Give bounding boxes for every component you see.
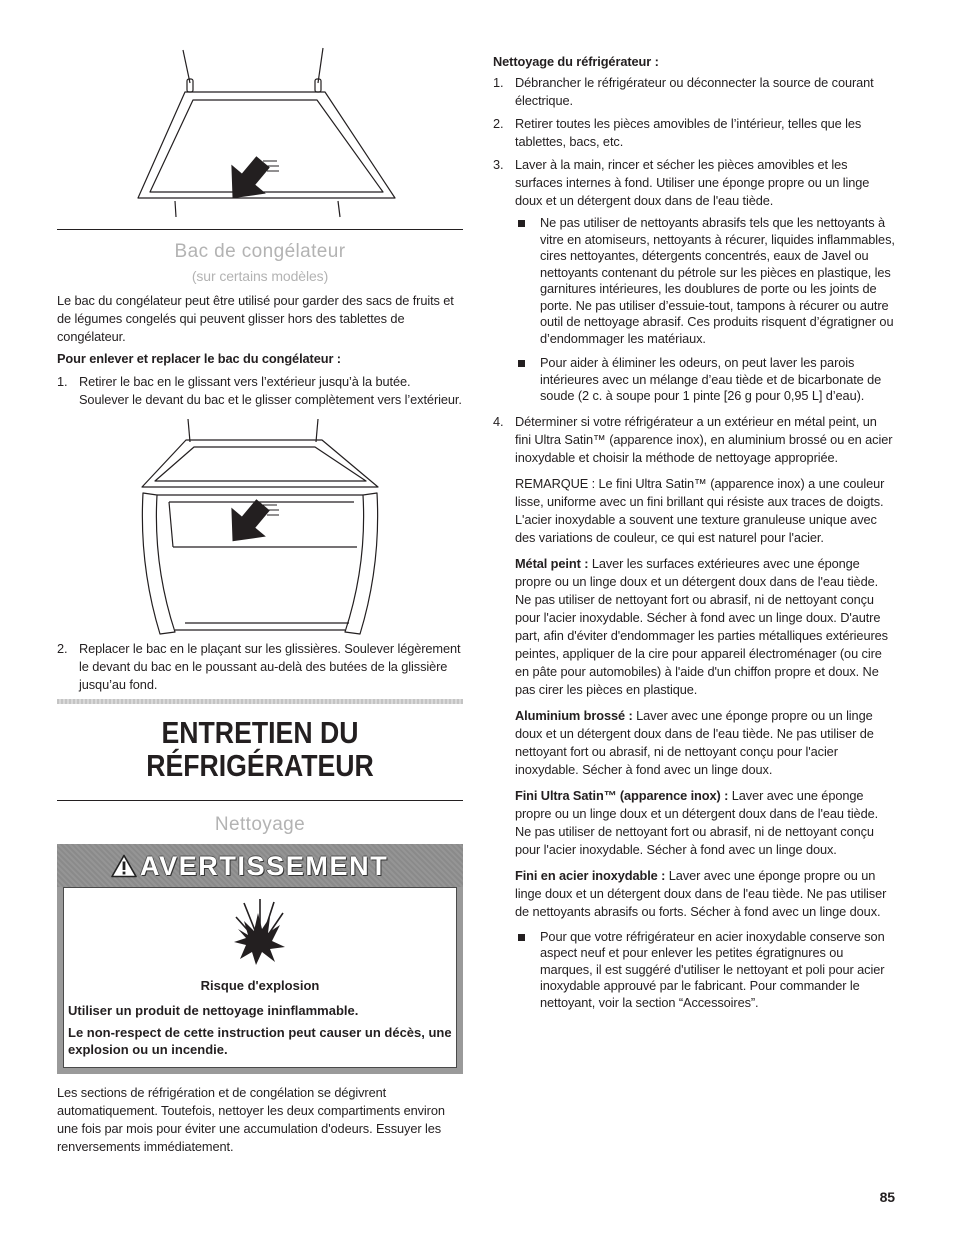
finish-note: REMARQUE : Le fini Ultra Satin™ (apparence inox) a une couleur lisse, uniforme avec un fini brillant qui résiste aux traces de doigts. L'acier inoxydable a souvent une texture granuleuse unique avec des variations de couleur, ce qui est naturel pour l'acier. xyxy=(515,475,885,545)
cleaning-heading: Nettoyage xyxy=(214,814,306,835)
bullet-square xyxy=(518,360,525,367)
finish-text: Laver avec une éponge propre ou un linge doux et un détergent doux dans de l'eau tiède. Ne pas utiliser de nettoyants abrasifs ou forts. Sécher à fond avec un linge doux. xyxy=(515,867,887,919)
section-rule xyxy=(57,800,463,801)
page-number: 85 xyxy=(879,1189,895,1205)
bullet-square xyxy=(518,220,525,227)
warning-instruction: Utiliser un produit de nettoyage ininflammable. xyxy=(68,1003,359,1018)
warning-box xyxy=(57,844,463,1074)
left-column xyxy=(57,45,463,1156)
step-text: Retirer le bac en le glissant vers l’extérieur jusqu’à la butée. Soulever le devant du bac et le glisser complètement vers l’extérieur. xyxy=(79,374,462,407)
bullet-text: Ne pas utiliser de nettoyants abrasifs tels que les nettoyants à vitre en atomiseurs, nettoyants à récurer, liquides inflammables, cires nettoyantes, détergents concentrés, eaux de Javel ou nettoyants contenant du pétrole sur les pièces en plastique, les garnitures intérieures, les doublures de porte ou les joints de porte. Ne pas utiliser d’essuie-tout, tampons à récurer ou autre outil de nettoyage abrasif. Ces produits risquent d’égratigner ou d’endommager les matériaux. xyxy=(540,215,895,346)
freezer-bin-intro: Le bac du congélateur peut être utilisé pour garder des sacs de fruits et de légumes congelés qui peuvent glisser hors des tablettes de congélateur. xyxy=(57,293,454,344)
step-number: 1. xyxy=(493,75,504,90)
finish-text: Laver avec une éponge propre ou un linge doux et un détergent doux dans de l'eau tiède. Ne pas utiliser de nettoyant fort ou abrasif, ni de nettoyant conçu pour l'acier inoxydable. Sécher à fond avec un linge doux. xyxy=(515,707,874,777)
freezer-bin-heading: Bac de congélateur xyxy=(174,241,346,262)
freezer-bin-procedure-title: Pour enlever et replacer le bac du congélateur : xyxy=(57,351,341,366)
freezer-bin-illustration xyxy=(57,415,463,640)
finish-label: Fini Ultra Satin™ (apparence inox) : xyxy=(515,787,729,803)
warning-consequence: Le non-respect de cette instruction peut causer un décès, une explosion ou un incendie. xyxy=(68,1025,452,1057)
cleaning-procedure-title: Nettoyage du réfrigérateur : xyxy=(493,54,659,69)
finish-instructions xyxy=(515,787,895,859)
bullet-item xyxy=(515,355,895,405)
freezer-bin-step xyxy=(57,640,463,694)
step-number: 3. xyxy=(493,157,504,172)
bullet-text: Pour aider à éliminer les odeurs, on peut laver les parois intérieures avec un mélange d’eau tiède et de bicarbonate de soude (2 c. à soupe pour 1 pinte [26 g pour 0,95 L] d’eau). xyxy=(540,355,882,403)
warning-body xyxy=(63,887,457,1068)
maintenance-title xyxy=(85,716,434,782)
cleaning-step xyxy=(493,115,895,151)
step-text: Laver à la main, rincer et sécher les pièces amovibles et les surfaces internes à fond. Utiliser une éponge propre ou un linge doux et un détergent doux dans de l'eau tiède. xyxy=(515,157,870,208)
step-text: Débrancher le réfrigérateur ou déconnecter la source de courant électrique. xyxy=(515,75,874,108)
finish-instructions xyxy=(515,555,895,699)
finish-instructions xyxy=(515,867,895,921)
step-number: 1. xyxy=(57,374,68,389)
bullet-text: Pour que votre réfrigérateur en acier inoxydable conserve son aspect neuf et pour enlever les petites égratignures ou marques, il est suggéré d'utiliser le nettoyant et poli pour acier inoxydable approuvé par le fabricant. Pour commander le nettoyant, voir la section “Accessoires”. xyxy=(540,928,885,1010)
warning-title: AVERTISSEMENT xyxy=(140,850,389,881)
right-column xyxy=(493,53,895,1011)
explosion-icon xyxy=(230,897,290,967)
step-number: 4. xyxy=(493,413,504,429)
bullet-item xyxy=(515,215,895,347)
finish-label: Fini en acier inoxydable : xyxy=(515,867,666,883)
finish-text: Laver avec une éponge propre ou un linge doux et un détergent doux dans de l'eau tiède. Ne pas utiliser de nettoyant fort ou abrasif, ni de nettoyant conçu pour l'acier inoxydable. Sécher à fond avec un linge doux. xyxy=(515,787,879,857)
step-number: 2. xyxy=(493,116,504,131)
step-body xyxy=(515,156,895,405)
cleaning-step xyxy=(493,413,895,467)
section-rule xyxy=(57,229,463,230)
arrow-icon xyxy=(215,490,280,555)
warning-triangle-icon xyxy=(111,854,137,878)
finish-label: Métal peint : xyxy=(515,555,589,571)
stainless-tip xyxy=(515,929,895,1012)
section-separator xyxy=(57,699,463,704)
finish-instructions xyxy=(515,707,895,779)
step-text: Retirer toutes les pièces amovibles de l’intérieur, telles que les tablettes, bacs, etc. xyxy=(515,116,862,149)
maintenance-title-line: ENTRETIEN DU xyxy=(161,715,359,750)
finish-label: Aluminium brossé : xyxy=(515,707,633,723)
freezer-bin-step xyxy=(57,373,463,409)
arrow-icon xyxy=(215,147,280,212)
warning-hazard: Risque d'explosion xyxy=(200,978,320,993)
bullet-item xyxy=(515,929,895,1012)
step-text: Replacer le bac en le plaçant sur les glissières. Soulever légèrement le devant du bac en le poussant au-delà des butées de la glissière jusqu’au fond. xyxy=(79,641,461,692)
warning-header xyxy=(57,844,463,887)
bullet-square xyxy=(518,934,525,941)
step-text: Déterminer si votre réfrigérateur a un extérieur en métal peint, un fini Ultra Satin™ (apparence inox), en aluminium brossé ou en acier inoxydable et choisir la méthode de nettoyage appropriée. xyxy=(515,413,893,465)
defrost-note: Les sections de réfrigération et de congélation se dégivrent automatiquement. Toutefois, nettoyer les deux compartiments environ une fois par mois pour éviter une accumulation d'odeurs. Essuyer les renversements immédiatement. xyxy=(57,1085,445,1154)
cleaning-step xyxy=(493,156,895,405)
freezer-shelf-illustration xyxy=(57,45,463,223)
maintenance-title-line: RÉFRIGÉRATEUR xyxy=(146,748,374,783)
freezer-bin-subheading: (sur certains modèles) xyxy=(191,268,329,284)
step-number: 2. xyxy=(57,641,68,656)
finish-text: Laver les surfaces extérieures avec une éponge propre ou un linge doux et un détergent doux dans de l'eau tiède. Ne pas utiliser de nettoyant fort ou abrasif, ni de nettoyant conçu pour l'acier inoxydable. Sécher à fond avec un linge doux. D'autre part, afin d'éviter d'endommager les parties métalliques extérieures peintes, appliquer de la cire pour appareil électroménager (ou cire en pâte pour automobiles) à l'aide d'un chiffon propre et doux. Ne pas cirer les pièces en plastique. xyxy=(515,555,888,697)
cleaning-step xyxy=(493,74,895,110)
